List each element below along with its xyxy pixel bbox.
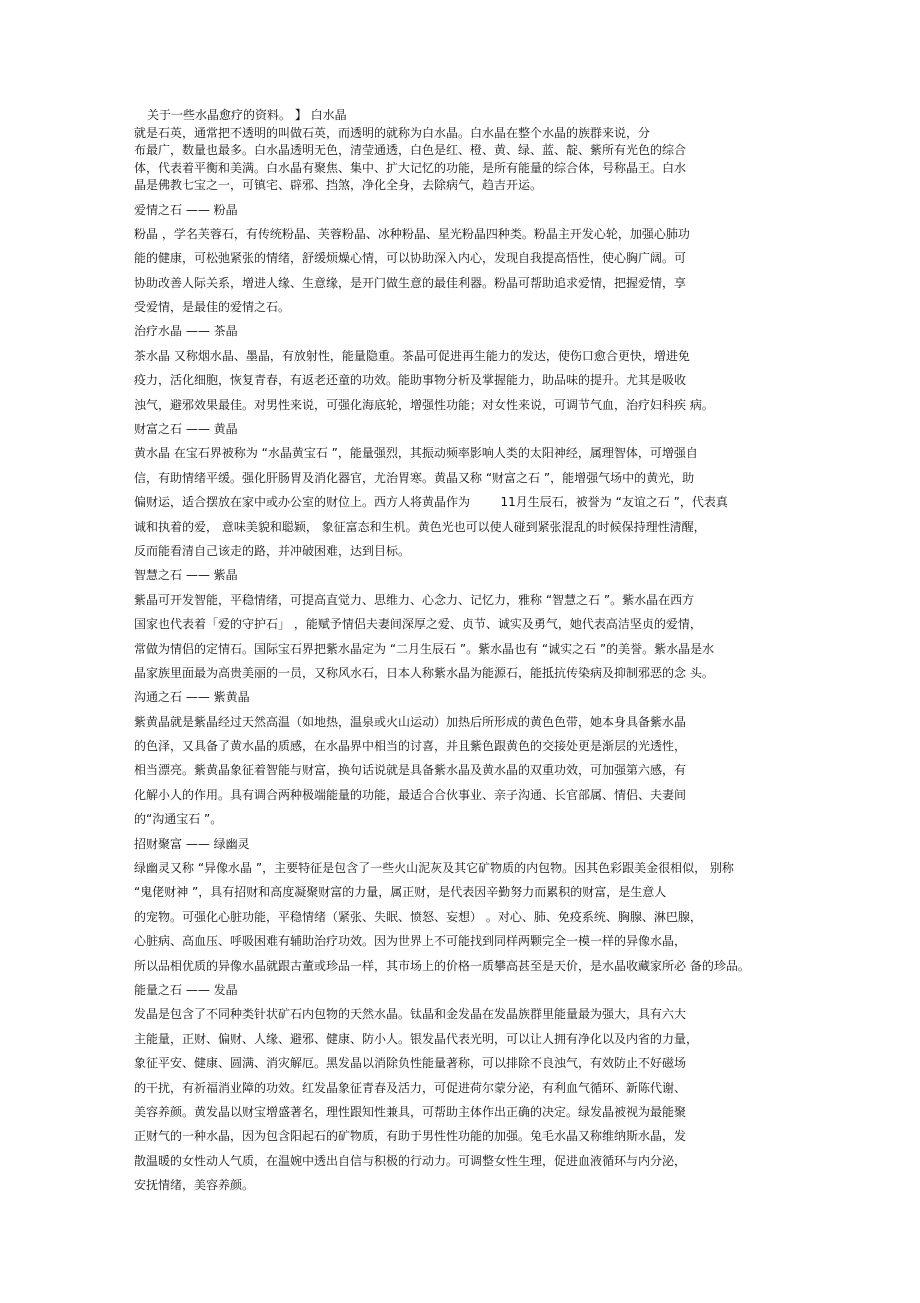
intro-heading-line: 关于一些水晶愈疗的资料。 】 白水晶 bbox=[147, 108, 347, 122]
body-text-line: 晶家族里面最为高贵美丽的一员，又称风水石，日本人称紫水晶为能源石，能抵抗传染病及抑制邪恶的念 头。 bbox=[134, 665, 714, 680]
body-text-line: 安抚情绪，美容养颜。 bbox=[134, 1178, 255, 1193]
body-text-line: 紫黄晶就是紫晶经过天然高温（如地热，温泉或火山运动）加热后所形成的黄色色带，她本身具备紫水晶 bbox=[134, 714, 687, 729]
body-text-line: 相当漂亮。紫黄晶象征着智能与财富，换句话说就是具备紫水晶及黄水晶的双重功效，可加强第六感，有 bbox=[134, 763, 687, 778]
body-text-line: 正财气的一种水晶，因为包含阳起石的矿物质，有助于男性性功能的加强。兔毛水晶又称维纳斯水晶，发 bbox=[134, 1129, 687, 1144]
body-text-line: 所以品相优质的异像水晶就跟古董或珍品一样，其市场上的价格一质攀高甚至是天价，是水晶收藏家所必 备的珍品。 bbox=[134, 958, 750, 973]
intro-text-line: 晶是佛教七宝之一，可镇宅、辟邪、挡煞，净化全身，去除病气，趋吉开运。 bbox=[134, 178, 543, 192]
intro-text-line: 布最广，数量也最多。白水晶透明无色，清莹通透，白色是红、橙、黄、绿、蓝、靛、紫所有光色的综合 bbox=[134, 143, 687, 157]
body-text-line: 的“沟通宝石 ”。 bbox=[134, 812, 223, 827]
body-text-line: 散温暖的女性动人气质，在温婉中透出自信与积极的行动力。可调整女性生理，促进血液循环与内分泌， bbox=[134, 1153, 687, 1168]
body-text-line: “鬼佬财神 ”，具有招财和高度凝聚财富的力量，属正财，是代表因辛勤努力而累积的财富，是生意人 bbox=[134, 885, 667, 900]
body-text-line: 能的健康，可松弛紧张的情绪，舒缓烦燥心情，可以协助深入内心，发现自我提高悟性，使心胸广阔。可 bbox=[134, 251, 687, 266]
body-text-line: 象征平安、健康、圆满、消灾解厄。黑发晶以消除负性能量著称，可以排除不良浊气，有效防止不好磁场 bbox=[134, 1056, 687, 1071]
intro-section bbox=[134, 107, 794, 195]
body-text-line: 疫力，活化细胞，恢复青春，有返老还童的功效。能助事物分析及掌握能力，助品味的提升。尤其是吸收 bbox=[134, 373, 687, 388]
body-text-line: 浊气，避邪效果最佳。对男性来说，可强化海底轮，增强性功能；对女性来说，可调节气血，治疗妇科疾 病。 bbox=[134, 397, 714, 412]
body-text-line: 受爱情，是最佳的爱情之石。 bbox=[134, 300, 291, 315]
section-heading-communication-stone: 沟通之石 —— 紫黄晶 bbox=[134, 690, 250, 705]
body-text-line: 主能量，正财、偏财、人缘、避邪、健康、防小人。银发晶代表光明，可以让人拥有净化以及内省的力量， bbox=[134, 1031, 699, 1046]
body-text-line: 粉晶 ，学名芙蓉石，有传统粉晶、芙蓉粉晶、冰种粉晶、星光粉晶四种类。粉晶主开发心轮，加强心肺功 bbox=[134, 226, 690, 241]
body-text-line: 反而能看清自己该走的路，并冲破困难，达到目标。 bbox=[134, 543, 411, 558]
section-heading-wisdom-stone: 智慧之石 —— 紫晶 bbox=[134, 568, 238, 583]
body-text-line: 偏财运，适合摆放在家中或办公室的财位上。西方人将黄晶作为 11月生辰石，被誉为 “友谊之石 ”，代表真 bbox=[134, 495, 728, 510]
body-text-line: 黄水晶 在宝石界被称为 “水晶黄宝石 ”，能量强烈，其振动频率影响人类的太阳神经，属理智体，可增强自 bbox=[134, 446, 698, 461]
body-text-line: 常做为情侣的定情石。国际宝石界把紫水晶定为 “二月生辰石 ”。紫水晶也有 “诚实之石 ”的美誉。紫水晶是水 bbox=[134, 641, 715, 656]
body-text-line: 的宠物。可强化心脏功能，平稳情绪（紧张、失眠、愤怒、妄想） 。对心、肺、免疫系统、胸腺、淋巴腺， bbox=[134, 909, 702, 924]
body-text-line: 紫晶可开发智能，平稳情绪，可提高直觉力、思维力、心念力、记忆力，雅称 “智慧之石 ”。紫水晶在西方 bbox=[134, 592, 695, 607]
section-heading-love-stone: 爱情之石 —— 粉晶 bbox=[134, 202, 238, 217]
section-heading-wealth-stone: 财富之石 —— 黄晶 bbox=[134, 422, 238, 437]
section-heading-healing-crystal: 治疗水晶 —— 茶晶 bbox=[134, 324, 238, 339]
body-text-line: 化解小人的作用。具有调合两种极端能量的功能，最适合合伙事业、亲子沟通、长官部属、情侣、夫妻间 bbox=[134, 787, 687, 802]
body-text-line: 茶水晶 又称烟水晶、墨晶，有放射性，能量隐重。茶晶可促进再生能力的发达，使伤口愈合更快，增进免 bbox=[134, 348, 690, 363]
body-text-line: 绿幽灵又称 “异像水晶 ”，主要特征是包含了一些火山泥灰及其它矿物质的内包物。因其色彩跟美金很相似， 别称 bbox=[134, 861, 734, 876]
section-heading-energy-stone: 能量之石 —— 发晶 bbox=[134, 983, 238, 997]
body-text-line: 的色泽，又具备了黄水晶的质感，在水晶界中相当的讨喜，并且紫色跟黄色的交接处更是渐层的光透性， bbox=[134, 739, 687, 754]
body-section bbox=[134, 198, 794, 1198]
body-text-line: 发晶是包含了不同种类针状矿石内包物的天然水晶。钛晶和金发晶在发晶族群里能量最为强大，具有六大 bbox=[134, 1007, 687, 1022]
body-text-line: 的干扰，有祈福消业障的功效。红发晶象征青春及活力，可促进荷尔蒙分泌，有利血气循环、新陈代谢、 bbox=[134, 1080, 687, 1095]
document-page bbox=[134, 107, 794, 1198]
body-text-line: 国家也代表着「爱的守护石」 ，能赋予情侣夫妻间深厚之爱、贞节、诚实及勇气，她代表高洁坚贞的爱情， bbox=[134, 617, 702, 632]
intro-text-line: 体，代表着平衡和美满。白水晶有聚焦、集中、扩大记忆的功能，是所有能量的综合体，号称晶王。白水 bbox=[134, 160, 687, 175]
body-text-line: 心脏病、高血压、呼吸困难有辅助治疗功效。因为世界上不可能找到同样两颗完全一模一样的异像水晶， bbox=[134, 934, 687, 949]
body-text-line: 信，有助情绪平缓。强化肝肠胃及消化器官，尤治胃寒。黄晶又称 “财富之石 ”，能增强气场中的黄光，助 bbox=[134, 470, 695, 485]
body-text-line: 协助改善人际关系，增进人缘、生意缘，是开门做生意的最佳利器。粉晶可帮助追求爱情，把握爱情，享 bbox=[134, 275, 687, 290]
intro-text-line: 就是石英，通常把不透明的叫做石英，而透明的就称为白水晶。白水晶在整个水晶的族群来说，分 bbox=[134, 125, 651, 140]
section-heading-fortune-gathering: 招财聚富 —— 绿幽灵 bbox=[134, 836, 250, 851]
body-text-line: 美容养颜。黄发晶以财宝增盛著名，理性跟知性兼具，可帮助主体作出正确的决定。绿发晶被视为最能聚 bbox=[134, 1104, 687, 1119]
body-text-line: 诚和执着的爱， 意味美貌和聪颖， 象征富态和生机。黄色光也可以使人碰到紧张混乱的时候保持理性清醒， bbox=[134, 519, 706, 534]
